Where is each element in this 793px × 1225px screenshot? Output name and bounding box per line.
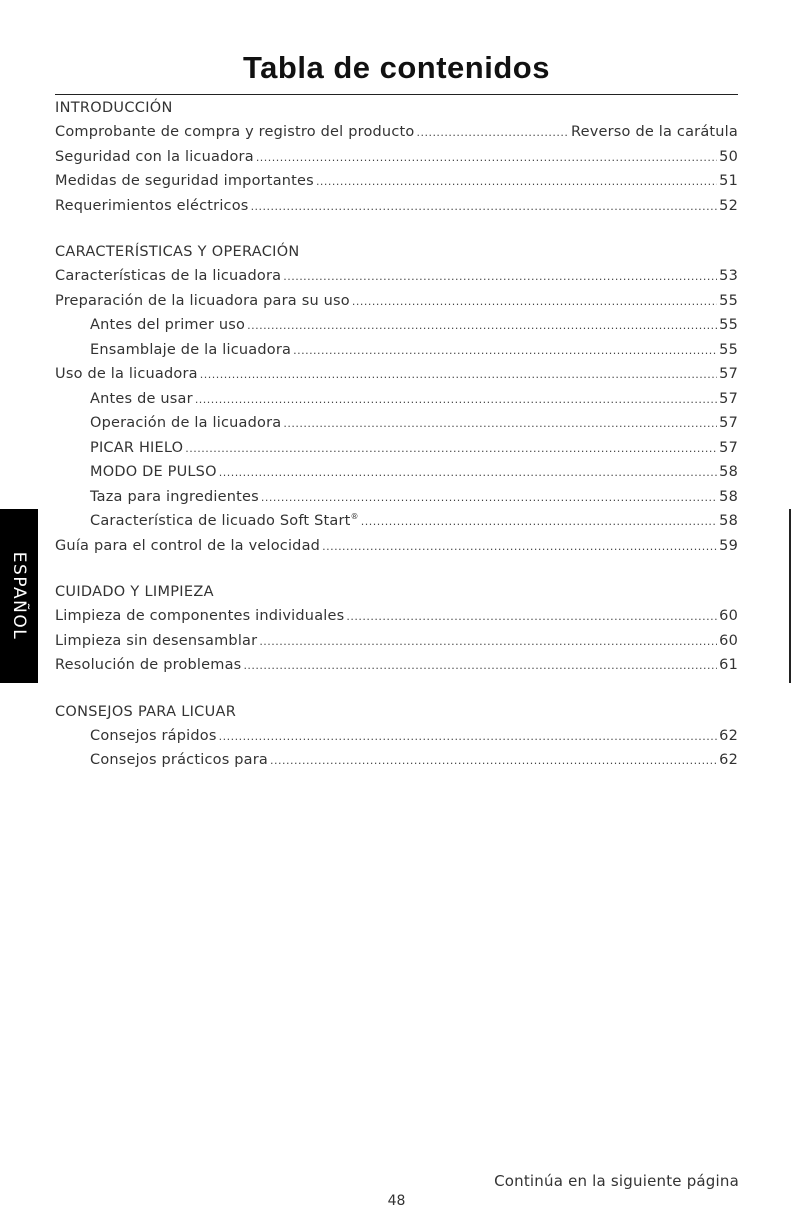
toc-entry-label: Seguridad con la licuadora — [55, 148, 254, 165]
toc-entry-label: Característica de licuado Soft Start® — [90, 512, 359, 529]
toc-entry-page: 62 — [719, 727, 738, 744]
dot-leader — [243, 654, 717, 678]
toc-entry-label: Ensamblaje de la licuadora — [90, 341, 292, 358]
toc-entry-page: 57 — [719, 390, 738, 407]
toc-entry-page: 53 — [719, 268, 738, 284]
toc-entry[interactable] — [55, 485, 738, 510]
section-heading: INTRODUCCIÓN — [55, 100, 173, 116]
continue-note: Continúa en la siguiente página — [494, 1172, 739, 1190]
dot-leader — [283, 265, 717, 289]
language-side-tab — [0, 509, 38, 683]
section-gap — [55, 558, 738, 580]
toc-entry-label: Limpieza sin desensamblar — [55, 632, 258, 649]
toc-entry-label: Taza para ingredientes — [90, 488, 259, 505]
toc-entry[interactable] — [55, 362, 738, 387]
toc-entry[interactable] — [55, 289, 738, 314]
toc-entry[interactable] — [55, 724, 738, 749]
toc-entry-label: Consejos prácticos para — [90, 752, 269, 768]
toc-entry[interactable] — [55, 411, 738, 436]
toc-entry[interactable] — [55, 145, 738, 170]
page-number: 48 — [387, 1193, 406, 1209]
title-rule — [55, 94, 738, 95]
toc-entry-page: 59 — [719, 537, 738, 554]
toc-entry-page: 52 — [719, 197, 738, 214]
toc-entry-page: 50 — [719, 148, 738, 165]
toc-entry-label: Antes de usar — [90, 390, 193, 407]
dot-leader — [256, 146, 717, 170]
toc-entry-page: 58 — [719, 488, 738, 505]
toc-entry-page: 60 — [719, 608, 738, 624]
dot-leader — [361, 510, 717, 534]
dot-leader — [261, 486, 717, 510]
dot-leader — [270, 749, 717, 773]
toc-entry[interactable] — [55, 387, 738, 412]
dot-leader — [259, 630, 717, 654]
toc-entry[interactable] — [55, 264, 738, 289]
dot-leader — [219, 725, 718, 749]
dot-leader — [416, 121, 569, 145]
toc-entry-label: Consejos rápidos — [90, 727, 217, 744]
registered-mark: ® — [350, 512, 359, 522]
toc-entry-page: 61 — [719, 657, 738, 673]
page-title: Tabla de contenidos — [243, 50, 550, 85]
dot-leader — [346, 605, 717, 629]
toc-entry-label: Resolución de problemas — [55, 657, 242, 673]
dot-leader — [283, 412, 717, 436]
toc-section — [55, 580, 738, 678]
toc-entry[interactable] — [55, 120, 738, 145]
section-heading: CONSEJOS PARA LICUAR — [55, 703, 237, 720]
toc-entry-page: 51 — [719, 173, 738, 189]
toc-entry[interactable] — [55, 460, 738, 485]
dot-leader — [322, 535, 717, 559]
toc-entry[interactable] — [55, 629, 738, 654]
dot-leader — [247, 314, 717, 338]
dot-leader — [195, 388, 717, 412]
toc-entry-page: 57 — [719, 366, 738, 382]
toc-entry-page: 55 — [719, 317, 738, 333]
toc-entry[interactable] — [55, 604, 738, 629]
toc-entry-page: 60 — [719, 632, 738, 649]
right-edge-marker — [789, 509, 791, 683]
toc-entry-label: PICAR HIELO — [90, 439, 184, 456]
table-of-contents — [55, 96, 738, 773]
toc-section — [55, 240, 738, 558]
toc-entry-label: Operación de la licuadora — [90, 415, 282, 431]
dot-leader — [251, 195, 718, 219]
toc-entry-label: Requerimientos eléctricos — [55, 197, 249, 214]
toc-section — [55, 700, 738, 773]
toc-entry[interactable] — [55, 313, 738, 338]
toc-entry[interactable] — [55, 194, 738, 219]
dot-leader — [219, 461, 717, 485]
toc-entry-label: Guía para el control de la velocidad — [55, 537, 321, 554]
toc-entry-label: Uso de la licuadora — [55, 366, 198, 382]
side-tab-label: ESPAÑOL — [9, 551, 29, 641]
toc-entry-page: 58 — [719, 513, 738, 529]
toc-entry-page: 58 — [719, 464, 738, 480]
dot-leader — [200, 363, 717, 387]
toc-entry-label: Características de la licuadora — [55, 268, 282, 284]
dot-leader — [293, 339, 717, 363]
toc-entry-page: 55 — [719, 292, 738, 309]
dot-leader — [185, 437, 717, 461]
section-heading: CUIDADO Y LIMPIEZA — [55, 584, 214, 600]
dot-leader — [316, 170, 717, 194]
toc-entry[interactable] — [55, 169, 738, 194]
toc-entry-page: 57 — [719, 439, 738, 456]
toc-entry-label: Limpieza de componentes individuales — [55, 608, 345, 624]
toc-entry-label: Preparación de la licuadora para su uso — [55, 292, 350, 309]
toc-entry[interactable] — [55, 338, 738, 363]
toc-entry-label: Comprobante de compra y registro del producto — [55, 124, 415, 140]
toc-entry-page: Reverso de la carátula — [571, 124, 738, 140]
toc-entry[interactable] — [55, 436, 738, 461]
toc-entry[interactable] — [55, 653, 738, 678]
toc-entry-page: 57 — [719, 415, 738, 431]
toc-entry[interactable] — [55, 509, 738, 534]
section-gap — [55, 218, 738, 240]
toc-entry-page: 55 — [719, 341, 738, 358]
dot-leader — [352, 290, 717, 314]
toc-entry-label: Medidas de seguridad importantes — [55, 173, 314, 189]
toc-entry-page: 62 — [719, 752, 738, 768]
section-gap — [55, 678, 738, 700]
toc-entry[interactable] — [55, 748, 738, 773]
toc-section — [55, 96, 738, 218]
toc-entry-label: Antes del primer uso — [90, 317, 246, 333]
toc-entry-label: MODO DE PULSO — [90, 464, 217, 480]
section-heading: CARACTERÍSTICAS Y OPERACIÓN — [55, 244, 300, 260]
toc-entry[interactable] — [55, 534, 738, 559]
